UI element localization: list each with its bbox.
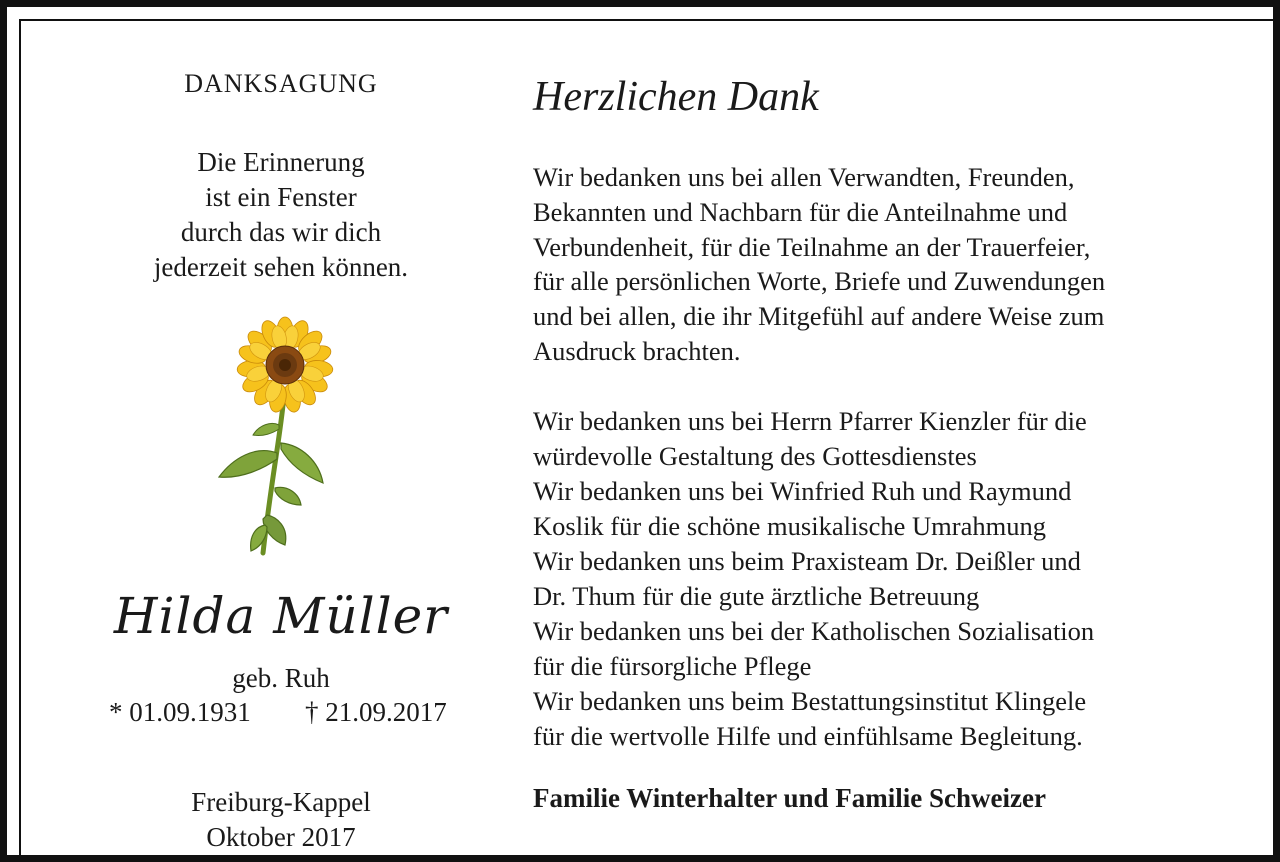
notice-heading: DANKSAGUNG [184,69,378,98]
birth-date: * 01.09.1931 [109,697,251,727]
text-line: für die wertvolle Hilfe und einfühlsame Begleitung. [533,721,1083,751]
thanks-paragraph-2 [533,404,1253,754]
text-line: Wir bedanken uns bei der Katholischen Sozialisation [533,616,1095,646]
text-line: und bei allen, die ihr Mitgefühl auf andere Weise zum [533,301,1105,332]
text-line: Ausdruck brachten. [533,335,741,366]
text-line: Wir bedanken uns bei Herrn Pfarrer Kienzler für die [533,406,1087,436]
text-line: Dr. Thum für die gute ärztliche Betreuung [533,581,980,611]
deceased-name: Hilda Müller [113,587,449,645]
notice-date: Oktober 2017 [206,822,356,852]
text-line: Wir bedanken uns beim Bestattungsinstitut Klingele [533,686,1087,716]
text-line: Wir bedanken uns beim Praxisteam Dr. Deißler und [533,546,1081,576]
place-and-date [81,785,481,855]
thanks-heading: Herzlichen Dank [533,74,819,120]
text-line: Verbundenheit, für die Teilnahme an der Trauerfeier, [533,231,1091,262]
place: Freiburg-Kappel [191,787,371,817]
text-line: würdevolle Gestaltung des Gottesdienstes [533,441,977,471]
poem-line: Die Erinnerung [197,147,365,177]
death-date: † 21.09.2017 [305,697,447,727]
text-line: für die fürsorgliche Pflege [533,651,812,681]
text-line: Wir bedanken uns bei Winfried Ruh und Raymund [533,476,1072,506]
poem-line: jederzeit sehen können. [153,252,409,282]
family-signature: Familie Winterhalter und Familie Schweizer [533,783,1046,813]
poem [81,145,481,285]
text-line: Koslik für die schöne musikalische Umrahmung [533,511,1046,541]
poem-line: ist ein Fenster [205,182,357,212]
sunflower-icon [201,313,361,563]
thanks-paragraph-1 [533,160,1253,369]
text-line: für alle persönlichen Worte, Briefe und Zuwendungen [533,266,1106,297]
birth-name: geb. Ruh [232,663,330,693]
notice-inner-frame [19,19,1275,857]
text-line: Wir bedanken uns bei allen Verwandten, Freunden, [533,162,1075,192]
life-dates [81,697,481,731]
text-line: Bekannten und Nachbarn für die Anteilnahme und [533,196,1068,227]
poem-line: durch das wir dich [180,217,382,247]
